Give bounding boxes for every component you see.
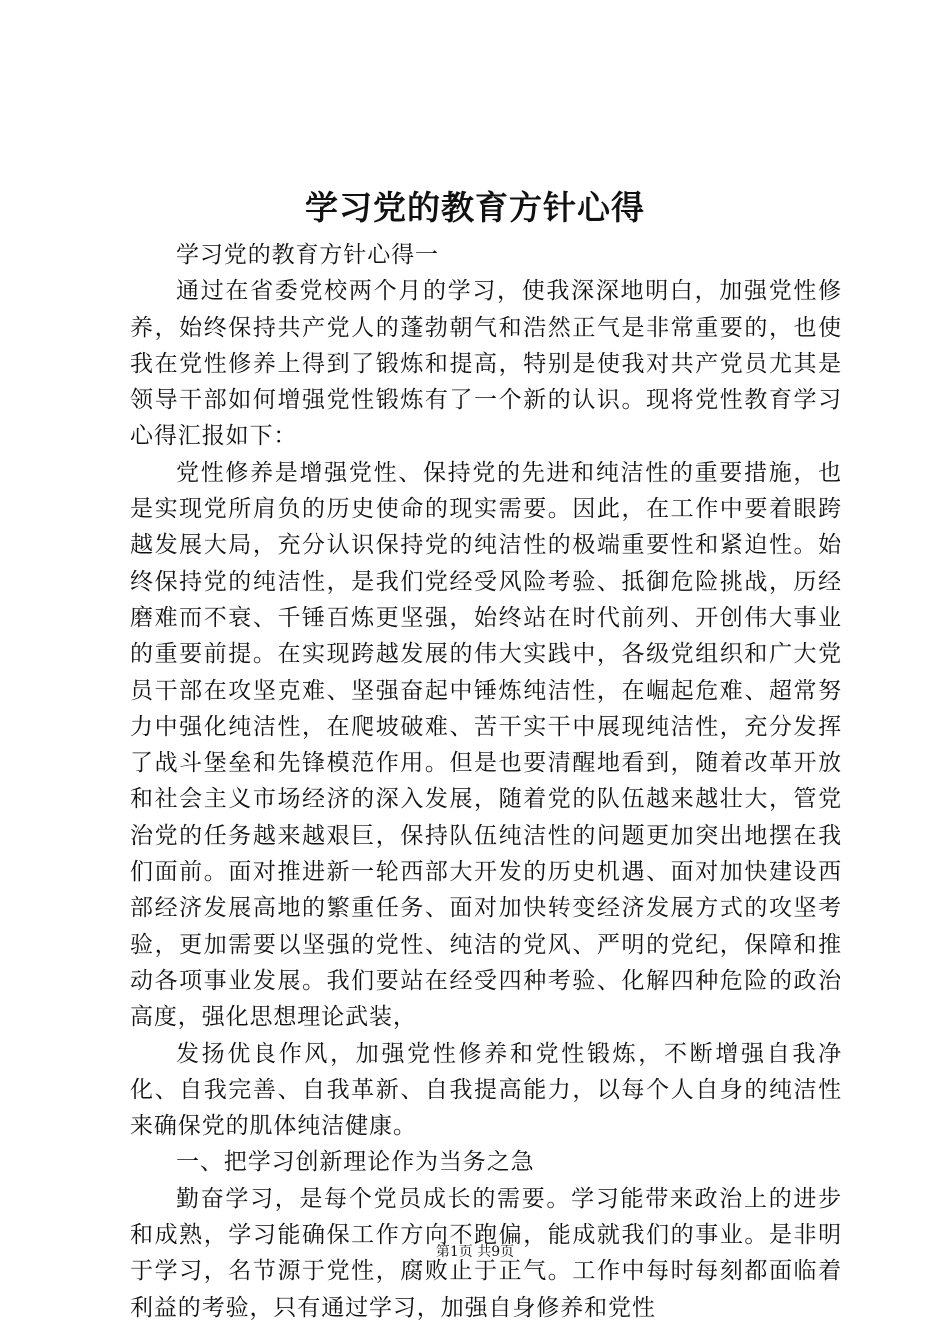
section-heading: 一、把学习创新理论作为当务之急 (176, 1149, 535, 1176)
paragraph-subtitle: 学习党的教育方针心得一 (176, 242, 439, 268)
paragraph: 发扬优良作风，加强党性修养和党性锻炼，不断增强自我净化、自我完善、自我革新、自我提高能力，以每个人自身的纯洁性来确保党的肌体纯洁健康。 (130, 1040, 842, 1140)
document-title: 学习党的教育方针心得 (305, 188, 645, 227)
paragraph: 党性修养是增强党性、保持党的先进和纯洁性的重要措施，也是实现党所肩负的历史使命的现实需要。因此，在工作中要着眼跨越发展大局，充分认识保持党的纯洁性的极端重要性和紧迫性。始终保持党的纯洁性，是我们党经受风险考验、抵御危险挑战，历经磨难而不衰、千锤百炼更坚强，始终站在时代前列、开创伟大事业的重要前提。在实现跨越发展的伟大实践中，各级党组织和广大党员干部在攻坚克难、坚强奋起中锤炼纯洁性，在崛起危难、超常努力中强化纯洁性，在爬坡破难、苦干实干中展现纯洁性，充分发挥了战斗堡垒和先锋模范作用。但是也要清醒地看到，随着改革开放和社会主义市场经济的深入发展，随着党的队伍越来越壮大，管党治党的任务越来越艰巨，保持队伍纯洁性的问题更加突出地摆在我们面前。面对推进新一轮西部大开发的历史机遇、面对加快建设西部经济发展高地的繁重任务、面对加快转变经济发展方式的攻坚考验，更加需要以坚强的党性、纯洁的党风、严明的党纪，保障和推动各项事业发展。我们要站在经受四种考验、化解四种危险的政治高度，强化思想理论武装， (130, 459, 842, 1031)
page-number-footer: 第1页 共9页 (435, 1244, 515, 1260)
document-body (130, 237, 842, 1326)
paragraph: 勤奋学习，是每个党员成长的需要。学习能带来政治上的进步和成熟，学习能确保工作方向不跑偏，能成就我们的事业。是非明于学习，名节源于党性，腐败止于正气。工作中每时每刻都面临着利益的考验，只有通过学习，加强自身修养和党性 (130, 1185, 842, 1321)
paragraph: 通过在省委党校两个月的学习，使我深深地明白，加强党性修养，始终保持共产党人的蓬勃朝气和浩然正气是非常重要的，也使我在党性修养上得到了锻炼和提高，特别是使我对共产党员尤其是领导干部如何增强党性锻炼有了一个新的认识。现将党性教育学习心得汇报如下： (130, 278, 842, 450)
